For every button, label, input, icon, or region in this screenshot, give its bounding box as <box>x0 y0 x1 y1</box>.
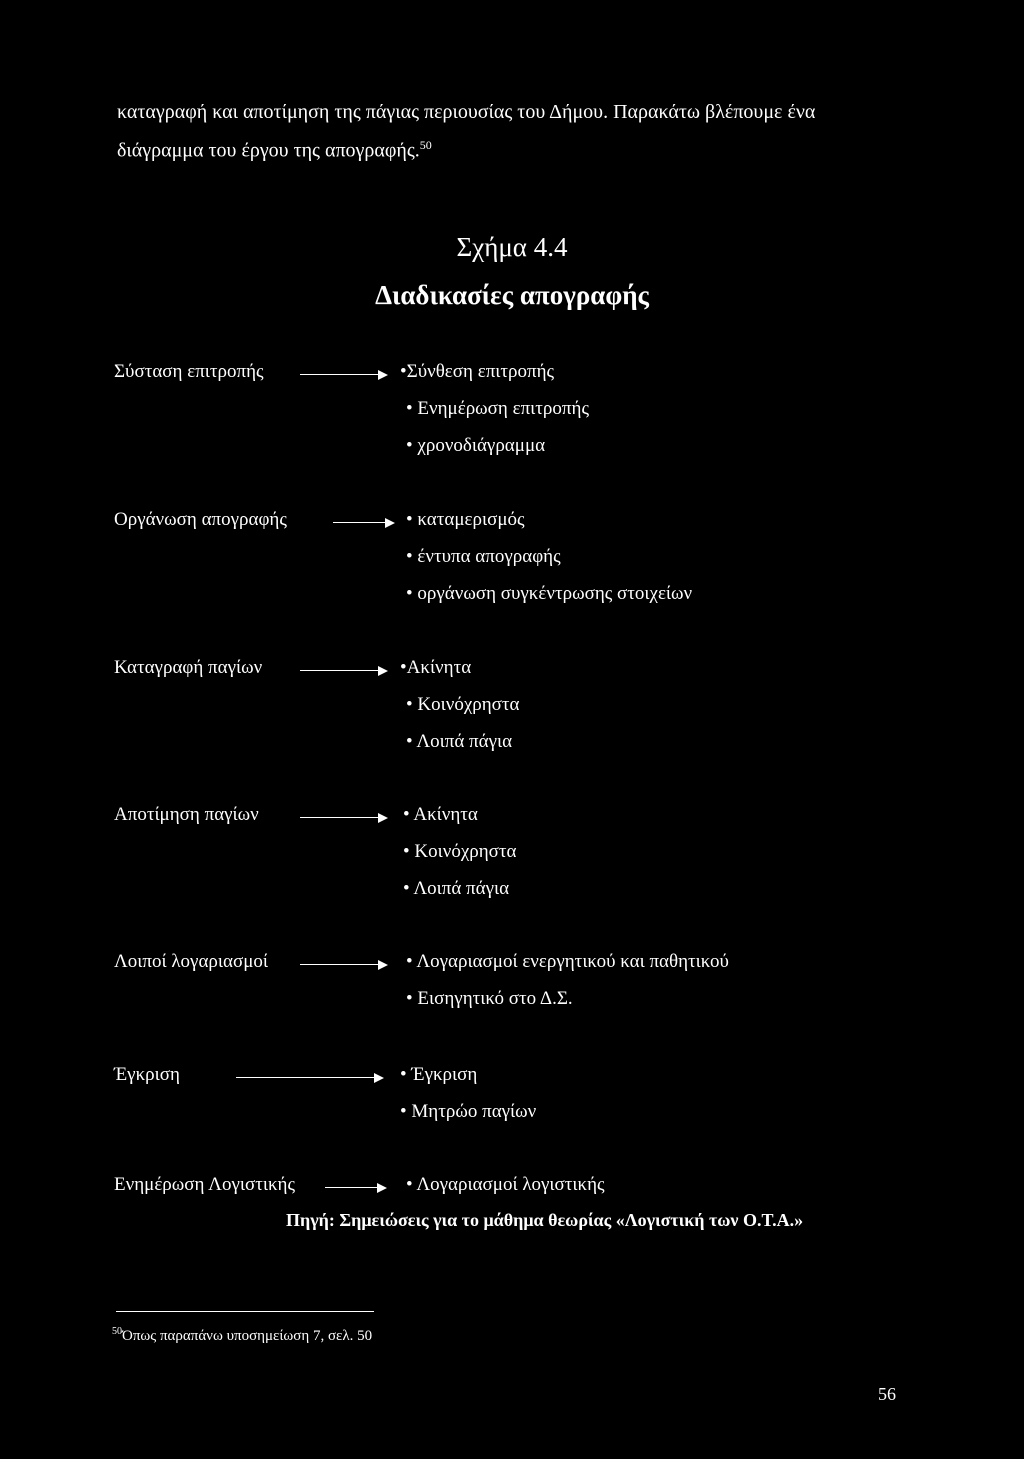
arrow <box>300 810 388 826</box>
arrow <box>300 367 388 383</box>
arrow <box>236 1070 384 1086</box>
intro-line-2-text: διάγραμμα του έργου της απογραφής. <box>117 139 420 162</box>
step-item: • Μητρώο παγίων <box>400 1101 537 1122</box>
intro-line-1: καταγραφή και αποτίμηση της πάγιας περιουσίας του Δήμου. Παρακάτω βλέπουμε ένα <box>117 101 816 123</box>
figure-label: Σχήμα 4.4 <box>456 232 568 262</box>
step-item: •Ακίνητα <box>400 657 472 678</box>
arrow <box>333 515 395 531</box>
footnote-number: 50 <box>112 1326 122 1337</box>
step-label: Αποτίμηση παγίων <box>114 804 259 825</box>
step-label: Οργάνωση απογραφής <box>114 509 287 530</box>
step-item: • Λοιπά πάγια <box>406 731 513 752</box>
arrow <box>325 1180 387 1196</box>
footnote <box>112 1326 372 1345</box>
step-item: • Κοινόχρηστα <box>403 841 517 862</box>
figure-title: Διαδικασίες απογραφής <box>375 280 649 310</box>
intro-line-2 <box>117 138 432 163</box>
arrow <box>300 663 388 679</box>
step-item: • Κοινόχρηστα <box>406 694 520 715</box>
step-item: • έντυπα απογραφής <box>406 546 561 567</box>
step-item: • Ενημέρωση επιτροπής <box>406 398 589 419</box>
figure-source: Πηγή: Σημειώσεις για το μάθημα θεωρίας «Λογιστική των Ο.Τ.Α.» <box>286 1210 804 1230</box>
page-number: 56 <box>878 1384 896 1404</box>
step-item: • Έγκριση <box>400 1064 478 1085</box>
step-item: • καταμερισμός <box>406 509 525 530</box>
step-item: • Λογαριασμοί λογιστικής <box>406 1174 605 1195</box>
step-label: Καταγραφή παγίων <box>114 657 263 678</box>
step-label: Ενημέρωση Λογιστικής <box>114 1174 295 1195</box>
step-label: Σύσταση επιτροπής <box>114 361 264 382</box>
step-item: • Ακίνητα <box>403 804 478 825</box>
step-item: • Λοιπά πάγια <box>403 878 510 899</box>
arrow <box>300 957 388 973</box>
footnote-divider <box>116 1311 374 1312</box>
footnote-text: Όπως παραπάνω υποσημείωση 7, σελ. 50 <box>122 1328 373 1344</box>
step-item: • οργάνωση συγκέντρωσης στοιχείων <box>406 583 693 604</box>
step-item: • Λογαριασμοί ενεργητικού και παθητικού <box>406 951 729 972</box>
step-label: Λοιποί λογαριασμοί <box>114 951 268 972</box>
step-item: •Σύνθεση επιτροπής <box>400 361 555 382</box>
step-label: Έγκριση <box>114 1064 180 1085</box>
step-item: • Εισηγητικό στο Δ.Σ. <box>406 988 573 1009</box>
footnote-reference: 50 <box>419 138 432 152</box>
step-item: • χρονοδιάγραμμα <box>406 435 546 456</box>
